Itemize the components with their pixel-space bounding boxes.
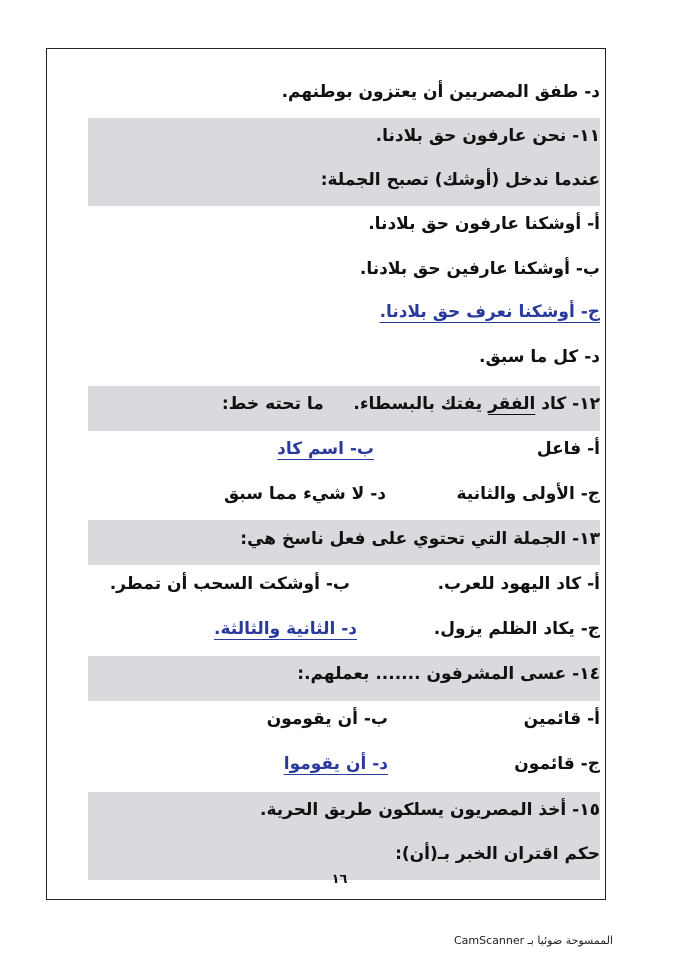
q11-answer: ج- أوشكنا نعرف حق بلادنا. [379,302,600,322]
q14-option-a: أ- قائمين [523,709,600,729]
q11-option-d: د- كل ما سبق. [479,347,600,367]
underlined-word: الفقر [488,394,536,414]
q13-option-d [214,617,357,641]
question-15: ١٥- أخذ المصريون يسلكون طريق الحرية. [260,800,600,820]
question-12: ١٢- كاد الفقر يفتك بالبسطاء. ما تحته خط: [221,394,600,414]
q13-answer: د- الثانية والثالثة. [214,619,357,639]
question-14: ١٤- عسى المشرفون ....... بعملهم.: [297,664,600,684]
q14-option-d [284,752,388,776]
question-15-prompt: حكم اقتران الخبر بـ(أن): [395,844,600,864]
q13-option-a: أ- كاد اليهود للعرب. [437,574,600,594]
question-13: ١٣- الجملة التي تحتوي على فعل ناسخ هي: [240,529,600,549]
q12-option-d: د- لا شيء مما سبق [223,484,386,504]
q11-option-b: ب- أوشكنا عارفين حق بلادنا. [359,259,600,279]
q11-option-c [88,300,600,324]
option-d-prev: د- طفق المصريين أن يعتزون بوطنهم. [281,82,600,102]
q14-answer: د- أن يقوموا [283,754,388,774]
q12-option-b [277,437,374,461]
q12-option-a: أ- فاعل [536,439,600,459]
scanner-footer: الممسوحة ضوئيا بـ CamScanner [453,934,613,947]
page-number: ١٦ [331,872,348,887]
q14-option-b: ب- أن يقومون [266,709,388,729]
q14-option-c: ج- قائمون [514,754,600,774]
q13-option-c: ج- يكاد الظلم يزول. [433,619,600,639]
q12-answer: ب- اسم كاد [277,439,374,459]
q11-option-a: أ- أوشكنا عارفون حق بلادنا. [368,214,600,234]
question-11: ١١- نحن عارفون حق بلادنا. [375,126,600,146]
q13-option-b: ب- أوشكت السحب أن تمطر. [109,574,350,594]
q12-option-c: ج- الأولى والثانية [456,484,600,504]
question-11-prompt: عندما ندخل (أوشك) تصبح الجملة: [320,170,600,190]
